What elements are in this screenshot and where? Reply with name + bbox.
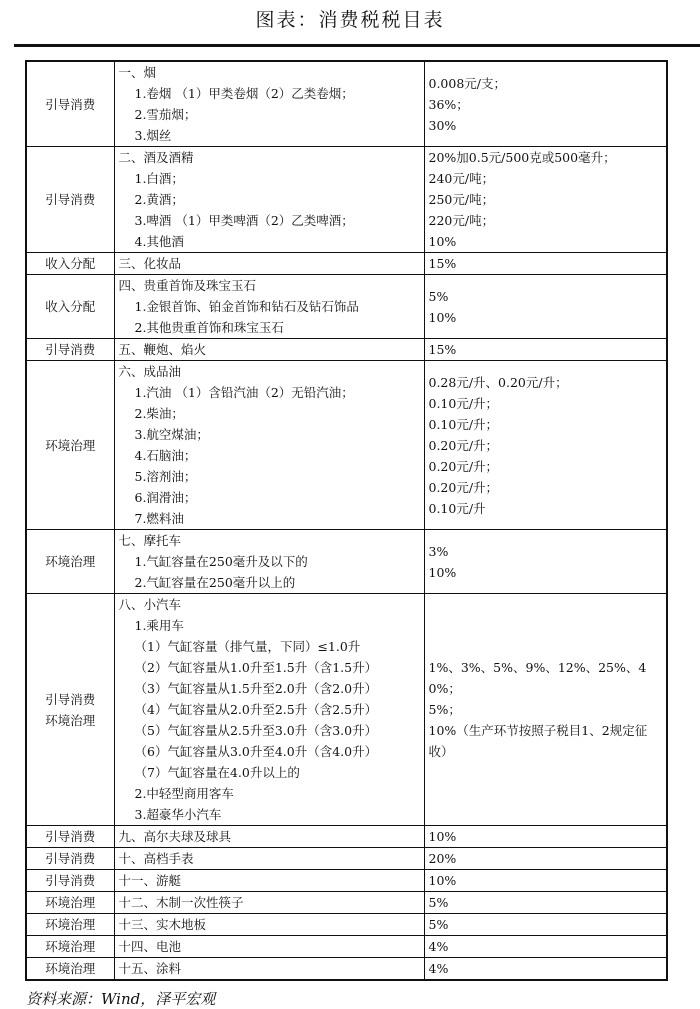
table-row xyxy=(26,870,667,892)
table-row xyxy=(26,147,667,253)
tax-rate-cell xyxy=(424,958,667,981)
figure-title: 图表：消费税税目表 xyxy=(255,9,445,31)
tax-subitem: 3.烟丝 xyxy=(134,128,172,143)
tax-item: 十二、木制一次性筷子 xyxy=(118,895,244,910)
tax-item: 七、摩托车 xyxy=(118,533,182,548)
tax-rate: 0.20元/升； xyxy=(428,479,499,495)
tax-item: 十、高档手表 xyxy=(118,851,194,866)
tax-item-cell xyxy=(114,275,424,339)
tax-rate: 220元/吨； xyxy=(428,213,495,228)
tax-subitem: 7.燃料油 xyxy=(134,511,184,526)
table-row xyxy=(26,826,667,848)
tax-rate: 4% xyxy=(428,939,449,954)
tax-rate: 0.008元/支； xyxy=(428,75,506,91)
table-row xyxy=(26,61,667,147)
category-label: 收入分配 xyxy=(45,299,96,314)
tax-rate-cell xyxy=(424,253,667,275)
tax-subitem: 4.其他酒 xyxy=(134,234,184,249)
table-row xyxy=(26,361,667,530)
tax-item-cell xyxy=(114,530,424,594)
tax-subitem: 5.溶剂油； xyxy=(134,469,197,484)
tax-rate-cell xyxy=(424,826,667,848)
tax-item: 六、成品油 xyxy=(118,364,182,379)
tax-rate: 15% xyxy=(428,342,457,357)
category-label: 环境治理 xyxy=(45,437,96,453)
tax-subitem: 2.其他贵重首饰和珠宝玉石 xyxy=(134,320,284,335)
category-label: 引导消费 xyxy=(45,192,96,207)
category-cell xyxy=(26,530,114,594)
category-cell xyxy=(26,848,114,870)
tax-subitem: （3）气缸容量从1.5升至2.0升（含2.0升） xyxy=(134,681,378,696)
tax-rate-cell xyxy=(424,275,667,339)
tax-subitem: 2.黄酒； xyxy=(134,192,184,207)
tax-rate: 5% xyxy=(428,288,449,304)
category-cell xyxy=(26,61,114,147)
tax-subitem: 3.超豪华小汽车 xyxy=(134,807,222,822)
tax-rate: 5% xyxy=(428,917,449,932)
tax-subitem: 1.金银首饰、铂金首饰和钻石及钻石饰品 xyxy=(134,299,359,314)
category-label: 环境治理 xyxy=(45,917,96,932)
tax-subitem: 1.汽油 （1）含铅汽油（2）无铅汽油； xyxy=(134,385,354,400)
category-cell xyxy=(26,870,114,892)
tax-item: 十五、涂料 xyxy=(118,961,182,976)
tax-rate: 4% xyxy=(428,961,449,976)
tax-rate-cell xyxy=(424,147,667,253)
tax-rate: 0.10元/升 xyxy=(428,500,486,516)
tax-rate: 0.10元/升； xyxy=(428,395,499,411)
table-row xyxy=(26,530,667,594)
tax-rate-cell xyxy=(424,61,667,147)
tax-rate-cell xyxy=(424,361,667,530)
tax-item: 四、贵重首饰及珠宝玉石 xyxy=(118,278,257,293)
tax-subitem: 3.航空煤油； xyxy=(134,427,209,442)
tax-item-cell xyxy=(114,361,424,530)
tax-rate: 5% xyxy=(428,895,449,910)
source-note: 资料来源：Wind，泽平宏观 xyxy=(26,990,216,1008)
tax-item-cell xyxy=(114,826,424,848)
tax-subitem: 1.白酒； xyxy=(134,171,184,186)
tax-item-cell xyxy=(114,914,424,936)
tax-rate: 5%； xyxy=(428,702,461,717)
tax-subitem: （4）气缸容量从2.0升至2.5升（含2.5升） xyxy=(134,702,378,717)
table-row xyxy=(26,253,667,275)
tax-rate-cell xyxy=(424,936,667,958)
category-cell xyxy=(26,892,114,914)
category-cell xyxy=(26,361,114,530)
tax-rate: 0.28元/升、0.20元/升； xyxy=(428,374,568,390)
tax-rate: 10% xyxy=(428,309,457,325)
table-row xyxy=(26,892,667,914)
tax-subitem: 1.乘用车 xyxy=(134,618,184,633)
tax-rate-cell xyxy=(424,870,667,892)
title-divider xyxy=(14,44,700,47)
tax-item-cell xyxy=(114,870,424,892)
category-label: 引导消费 xyxy=(45,829,96,844)
tax-item: 五、鞭炮、焰火 xyxy=(118,342,207,357)
category-label: 引导消费 xyxy=(45,342,96,357)
category-cell xyxy=(26,594,114,826)
category-cell xyxy=(26,147,114,253)
tax-subitem: 6.润滑油； xyxy=(134,490,197,505)
category-cell xyxy=(26,253,114,275)
tax-rate: 10% xyxy=(428,234,457,249)
tax-subitem: （6）气缸容量从3.0升至4.0升（含4.0升） xyxy=(134,744,378,759)
tax-rate: 0.10元/升； xyxy=(428,416,499,432)
table-row xyxy=(26,339,667,361)
tax-item-cell xyxy=(114,253,424,275)
tax-item: 三、化妆品 xyxy=(118,256,182,271)
tax-item: 一、烟 xyxy=(118,65,157,80)
tax-rate: 收） xyxy=(428,744,454,759)
tax-rate: 0.20元/升； xyxy=(428,458,499,474)
tax-rate: 1%、3%、5%、9%、12%、25%、40%； xyxy=(428,660,647,696)
tax-rate: 3% xyxy=(428,543,449,559)
tax-subitem: 2.中轻型商用客车 xyxy=(134,786,234,801)
tax-rate: 240元/吨； xyxy=(428,171,495,186)
category-label: 引导消费 xyxy=(45,873,96,888)
tax-subitem: （1）气缸容量（排气量，下同）≤1.0升 xyxy=(134,639,361,654)
tax-subitem: 3.啤酒 （1）甲类啤酒（2）乙类啤酒； xyxy=(134,213,354,228)
tax-item: 十三、实木地板 xyxy=(118,917,207,932)
tax-rate: 0.20元/升； xyxy=(428,437,499,453)
tax-rate-cell xyxy=(424,914,667,936)
tax-rate: 20% xyxy=(428,851,457,866)
tax-item-cell xyxy=(114,147,424,253)
tax-rate: 10% xyxy=(428,564,457,580)
tax-item-cell xyxy=(114,958,424,981)
tax-subitem: 2.雪茄烟； xyxy=(134,107,197,122)
tax-rate-cell xyxy=(424,848,667,870)
tax-item-cell xyxy=(114,339,424,361)
tax-subitem: （7）气缸容量在4.0升以上的 xyxy=(134,765,300,780)
category-label: 引导消费 xyxy=(45,691,96,707)
table-row xyxy=(26,594,667,826)
tax-item-cell xyxy=(114,594,424,826)
table-row xyxy=(26,936,667,958)
tax-item: 二、酒及酒精 xyxy=(118,150,194,165)
tax-rate-cell xyxy=(424,339,667,361)
tax-item: 九、高尔夫球及球具 xyxy=(118,829,232,844)
table-row xyxy=(26,958,667,981)
table-row xyxy=(26,914,667,936)
tax-subitem: （2）气缸容量从1.0升至1.5升（含1.5升） xyxy=(134,660,378,675)
tax-item-cell xyxy=(114,61,424,147)
category-cell xyxy=(26,936,114,958)
tax-rate: 10%（生产环节按照子税目1、2规定征 xyxy=(428,723,648,738)
tax-rate: 10% xyxy=(428,873,457,888)
category-label: 环境治理 xyxy=(45,961,96,976)
category-label: 引导消费 xyxy=(45,851,96,866)
tax-rate-cell xyxy=(424,892,667,914)
tax-item: 十一、游艇 xyxy=(118,873,182,888)
tax-item: 八、小汽车 xyxy=(118,597,182,612)
tax-rate: 36%； xyxy=(428,96,469,112)
consumption-tax-table xyxy=(25,60,668,981)
category-cell xyxy=(26,275,114,339)
category-label: 环境治理 xyxy=(45,939,96,954)
category-cell xyxy=(26,914,114,936)
table-row xyxy=(26,848,667,870)
tax-rate-cell xyxy=(424,594,667,826)
tax-item-cell xyxy=(114,848,424,870)
tax-subitem: 2.柴油； xyxy=(134,406,184,421)
table-row xyxy=(26,275,667,339)
tax-subitem: 1.卷烟 （1）甲类卷烟（2）乙类卷烟； xyxy=(134,86,354,101)
tax-rate: 15% xyxy=(428,256,457,271)
category-cell xyxy=(26,958,114,981)
category-label: 环境治理 xyxy=(45,712,96,728)
tax-item-cell xyxy=(114,936,424,958)
tax-subitem: 1.气缸容量在250毫升及以下的 xyxy=(134,554,308,569)
category-label: 引导消费 xyxy=(45,96,96,112)
tax-rate: 30% xyxy=(428,117,457,133)
tax-subitem: 4.石脑油； xyxy=(134,448,197,463)
category-label: 环境治理 xyxy=(45,554,96,569)
tax-subitem: 2.气缸容量在250毫升以上的 xyxy=(134,575,296,590)
category-label: 环境治理 xyxy=(45,895,96,910)
category-cell xyxy=(26,826,114,848)
tax-item: 十四、电池 xyxy=(118,939,182,954)
tax-rate: 10% xyxy=(428,829,457,844)
tax-rate: 20%加0.5元/500克或500毫升； xyxy=(428,150,616,165)
tax-rate: 250元/吨； xyxy=(428,192,495,207)
tax-rate-cell xyxy=(424,530,667,594)
tax-item-cell xyxy=(114,892,424,914)
category-cell xyxy=(26,339,114,361)
tax-subitem: （5）气缸容量从2.5升至3.0升（含3.0升） xyxy=(134,723,378,738)
category-label: 收入分配 xyxy=(45,256,96,271)
